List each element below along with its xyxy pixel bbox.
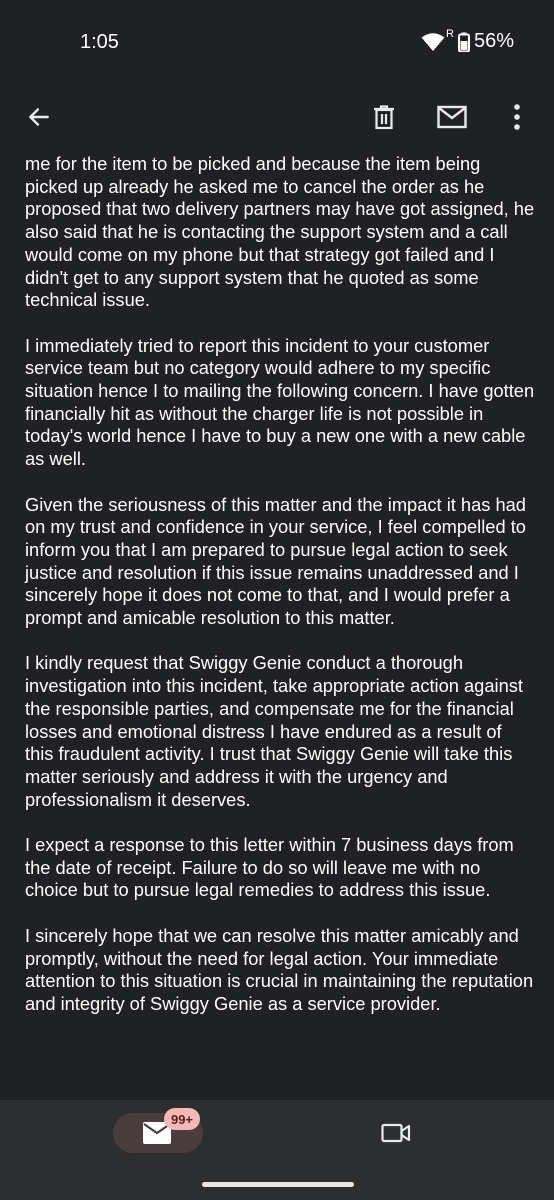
delete-button[interactable]	[360, 93, 408, 141]
email-paragraph: me for the item to be picked and because the item being picked up already he asked me to cancel the order as he proposed that two delivery partners may have got assigned, he also said that he is contacting the support system and a call would come on my phone but that strategy got failed and I didn't get to any support system that he quoted as some technical issue.	[25, 154, 535, 311]
email-toolbar	[0, 80, 554, 154]
email-paragraph: I sincerely hope that we can resolve this matter amicably and promptly, without the need for legal action. Your immediate attention to this situation is crucial in maintaining the reputation and integrity of Swiggy Genie as a service provider.	[25, 924, 534, 1014]
wifi-icon	[421, 32, 445, 52]
status-bar	[0, 0, 554, 80]
more-options-button[interactable]	[493, 93, 541, 141]
email-paragraph: I immediately tried to report this incident to your customer service team but no category would adhere to my specific situation hence I to mailing the following concern. I have gotten financially hit as without the charger life is not possible in today's world hence I have to buy a new one with a new cable as well.	[25, 334, 535, 470]
unread-count-badge: 99+	[164, 1108, 200, 1130]
video-camera-icon	[381, 1122, 411, 1144]
network-roaming-badge: R	[446, 27, 454, 40]
email-paragraph: I expect a response to this letter within 7 business days from the date of receipt. Failure to do so will leave me with no choice but to pursue legal remedies to address this issue.	[25, 834, 514, 901]
mail-icon	[437, 105, 467, 129]
email-paragraph: Given the seriousness of this matter and the impact it has had on my trust and confidence in your service, I feel compelled to inform you that I am prepared to pursue legal action to seek justice and resolution if this issue remains unaddressed and I sincerely hope it does not come to that, and I would prefer a prompt and amicable resolution to this matter.	[25, 493, 526, 629]
email-paragraph: I kindly request that Swiggy Genie conduct a thorough investigation into this incident, take appropriate action against the responsible parties, and compensate me for the financial losses and emotional distress I have endured as a result of this fraudulent activity. I trust that Swiggy Genie will take this matter seriously and address it with the urgency and professionalism it deserves.	[25, 652, 523, 810]
email-body[interactable]	[0, 154, 554, 1100]
status-time: 1:05	[80, 31, 119, 53]
battery-percent: 56%	[473, 30, 514, 52]
mark-unread-button[interactable]	[428, 93, 476, 141]
gesture-navigation-bar[interactable]	[202, 1182, 354, 1187]
nav-meet-button[interactable]	[374, 1113, 418, 1153]
back-button[interactable]	[15, 93, 63, 141]
more-vertical-icon	[513, 104, 521, 130]
email-body-text	[25, 154, 535, 1038]
arrow-left-icon	[26, 104, 52, 130]
status-indicators	[421, 27, 514, 53]
trash-icon	[372, 104, 396, 130]
battery-icon	[458, 32, 470, 52]
